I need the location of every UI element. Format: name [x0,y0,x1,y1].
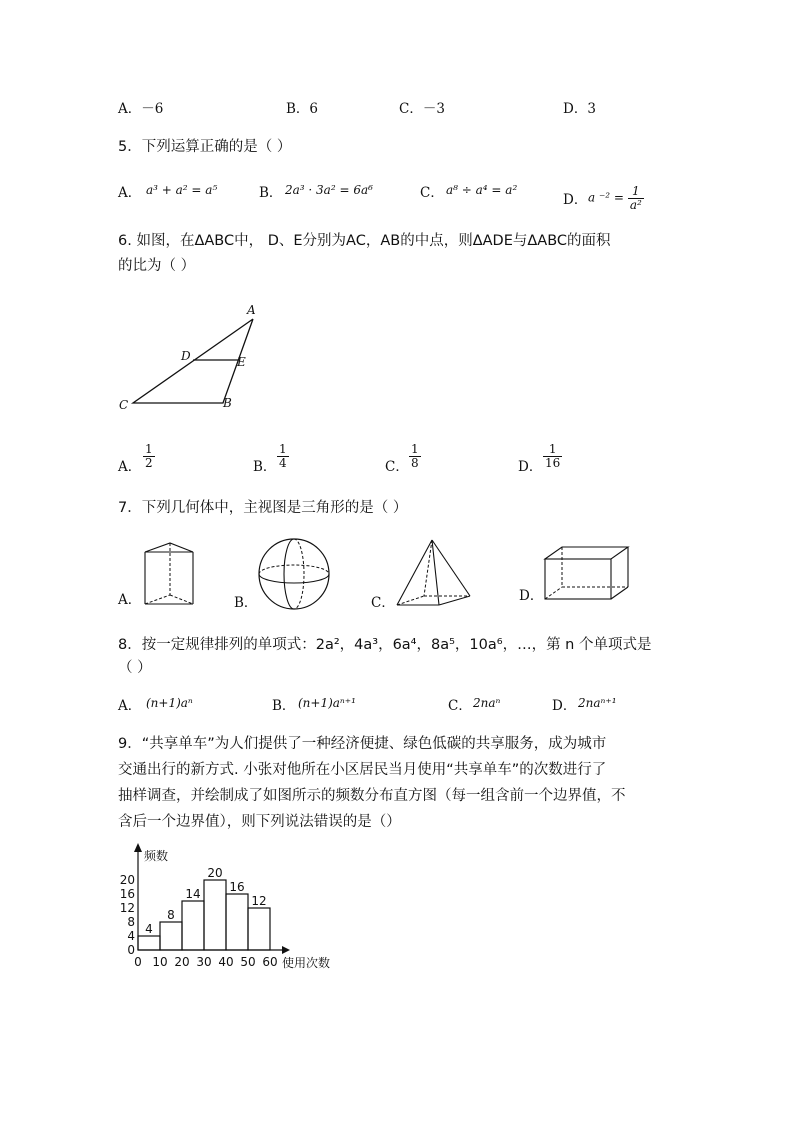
q5-option-b-expr: 2a³ · 3a² = 6a⁶ [285,183,373,197]
q6-stem-line1: 6. 如图，在ΔABC中， D、E分别为AC，AB的中点，则ΔADE与ΔABC的面积 [118,233,611,249]
x-tick-label: 60 [262,955,278,969]
q5-stem: 5．下列运算正确的是（ ） [118,139,292,155]
y-axis-arrow [134,843,142,852]
x-axis-label: 使用次数 [282,956,331,970]
x-tick-label: 50 [240,955,256,969]
q4-option-b: B．6 [286,101,319,117]
x-tick-label: 10 [152,955,168,969]
q6-option-c-label: C． [385,459,409,475]
fraction-denominator: 4 [279,455,287,470]
q5-option-d-left: a ⁻² = [588,190,624,205]
q5-option-c-label: C． [420,185,444,201]
q8-option-b-label: B． [272,698,296,714]
bar-data-label: 8 [167,908,175,922]
q7-option-c-label: C． [371,595,395,611]
q9-stem-line2: 交通出行的新方式. 小张对他所在小区居民当月使用“共享单车”的次数进行了 [118,762,607,778]
fraction-numerator: 1 [145,442,153,456]
q5-option-a-label: A． [118,185,142,201]
x-tick-label: 40 [218,955,234,969]
triangle-figure [110,298,280,418]
histogram-bar [160,922,182,950]
q8-option-c-label: C． [448,698,472,714]
q6-option-d-label: D． [518,459,543,475]
q9-stem-line3: 抽样调查，并绘制成了如图所示的频数分布直方图（每一组含前一个边界值，不 [118,788,626,804]
y-tick-label: 4 [127,929,135,943]
q6-option-b-label: B． [253,459,277,475]
q6-option-a-label: A． [118,459,142,475]
q5-option-d-label: D． [563,192,588,208]
bar-data-label: 4 [145,922,153,936]
q5-option-b-label: B． [259,185,283,201]
q5-option-a-expr: a³ + a² = a⁵ [146,183,218,197]
sphere-icon [256,538,336,612]
frequency-histogram [110,840,360,975]
fraction-numerator: 1 [628,185,644,199]
q8-stem-line2: （ ） [118,660,152,676]
vertex-label-a: A [247,303,256,317]
q8-option-d-expr: 2naⁿ⁺¹ [578,696,617,710]
pyramid-icon [394,538,474,608]
fraction-numerator: 1 [543,443,562,457]
vertex-label-d: D [181,349,191,363]
y-tick-label: 20 [119,873,135,887]
bar-data-label: 20 [207,866,223,880]
q7-option-d-label: D． [519,588,544,604]
y-tick-label: 16 [119,887,135,901]
q8-stem-line1: 8．按一定规律排列的单项式：2a²，4a³，6a⁴，8a⁵，10a⁶，…，第 n 个单项式是 [118,637,652,653]
prism-icon [140,540,200,610]
histogram-bar [248,908,270,950]
q7-stem: 7．下列几何体中，主视图是三角形的是（ ） [118,500,408,516]
x-axis-arrow [282,946,290,954]
q4-option-c: C．－3 [399,101,445,117]
q8-option-b-expr: (n+1)aⁿ⁺¹ [298,696,356,710]
q6-option-d-fraction [543,443,562,469]
bar-data-label: 16 [229,880,245,894]
y-tick-label: 12 [119,901,135,915]
vertex-label-c: C [119,398,129,412]
q5-option-d-fraction [628,185,644,211]
x-tick-label: 20 [174,955,190,969]
fraction-numerator: 1 [411,442,419,456]
q9-stem-line4: 含后一个边界值），则下列说法错误的是（） [118,814,401,830]
q5-option-d-expr [588,185,644,211]
fraction-denominator: 16 [545,455,561,470]
q4-option-d: D．3 [563,101,596,117]
fraction-denominator: 2 [145,455,153,470]
bar-data-label: 14 [185,887,201,901]
y-axis-label: 频数 [144,849,169,863]
fraction-numerator: 1 [279,442,287,456]
q8-option-a-expr: (n+1)aⁿ [146,696,193,710]
bar-data-label: 12 [251,894,267,908]
fraction-denominator: a² [629,197,642,212]
q5-option-c-expr: a⁸ ÷ a⁴ = a² [446,183,518,197]
histogram-bar [226,894,248,950]
vertex-label-b: B [223,396,232,410]
cuboid-icon [542,545,632,601]
q6-option-c-fraction [409,443,421,469]
q8-option-c-expr: 2naⁿ [473,696,501,710]
vertex-label-e: E [237,355,246,369]
q4-option-a: A．－6 [118,101,164,117]
q8-option-d-label: D． [552,698,577,714]
x-tick-label: 30 [196,955,212,969]
y-tick-label: 8 [127,915,135,929]
q6-stem-line2: 的比为（ ） [118,258,196,274]
q6-option-b-fraction [277,443,289,469]
histogram-bar [204,880,226,950]
triangle-outline [133,319,253,403]
q8-option-a-label: A． [118,698,142,714]
y-tick-label: 0 [127,943,135,957]
histogram-bar [182,901,204,950]
q7-option-a-label: A． [118,592,142,608]
q9-stem-line1: 9．“共享单车”为人们提供了一种经济便捷、绿色低碳的共享服务，成为城市 [118,736,607,752]
histogram-bar [138,936,160,950]
q6-option-a-fraction [143,443,155,469]
fraction-denominator: 8 [411,455,419,470]
q7-option-b-label: B． [234,595,258,611]
x-tick-label: 0 [134,955,142,969]
